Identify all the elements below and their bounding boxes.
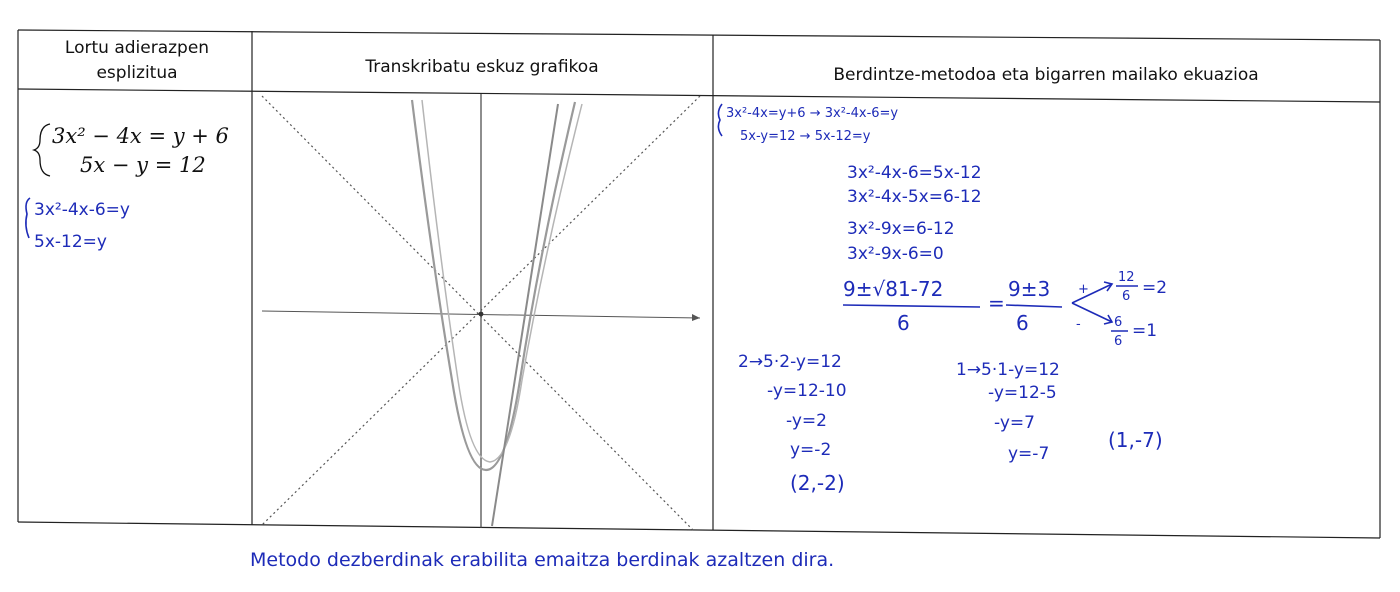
solution-step4: 3x²-9x-6=0	[847, 244, 944, 264]
root1-numerator: 12	[1118, 270, 1135, 285]
right-solution-point: (1,-7)	[1108, 428, 1163, 452]
header-col1-line2: esplizitua	[96, 63, 178, 83]
root2-numerator: 6	[1114, 315, 1123, 330]
quadratic-equals: =	[988, 291, 1005, 315]
system-eq2: 5x − y = 12	[80, 153, 206, 177]
left-sub-line4: y=-2	[790, 440, 832, 460]
right-sub-line4: y=-7	[1008, 444, 1050, 464]
quadratic-numerator-2: 9±3	[1008, 277, 1051, 301]
header-col1-line1: Lortu adierazpen	[64, 38, 210, 58]
root2-denominator: 6	[1114, 334, 1123, 349]
branch-minus: -	[1076, 317, 1081, 332]
hand-drawn-graph	[262, 94, 700, 530]
solution-step2: 3x²-4x-5x=6-12	[847, 187, 982, 207]
table-grid	[18, 30, 1380, 538]
explicit-line2: 5x-12=y	[34, 232, 107, 252]
graph-origin-point	[479, 312, 484, 317]
solution-top-line2: 5x-y=12 → 5x-12=y	[740, 129, 871, 144]
left-sub-line2: -y=12-10	[767, 381, 847, 401]
root1-result: =2	[1142, 278, 1168, 298]
quadratic-numerator-1: 9±√81-72	[843, 277, 944, 301]
explicit-line1: 3x²-4x-6=y	[34, 200, 130, 220]
conclusion-text: Metodo dezberdinak erabilita emaitza berdinak azaltzen dira.	[250, 549, 835, 571]
quadratic-denominator-1: 6	[897, 311, 910, 335]
equation-system	[34, 124, 229, 177]
quadratic-denominator-2: 6	[1016, 311, 1029, 335]
left-sub-line3: -y=2	[786, 411, 827, 431]
branch-plus: +	[1078, 282, 1089, 297]
x-axis-arrow	[692, 314, 700, 321]
left-sub-line1: 2→5·2-y=12	[738, 352, 842, 372]
root1-denominator: 6	[1122, 289, 1131, 304]
right-sub-line1: 1→5·1-y=12	[956, 360, 1060, 380]
solution-step3: 3x²-9x=6-12	[847, 219, 955, 239]
root2-result: =1	[1132, 321, 1158, 341]
right-sub-line3: -y=7	[994, 413, 1035, 433]
solution-work	[718, 104, 1167, 495]
header-col2: Transkribatu eskuz grafikoa	[365, 57, 599, 77]
explicit-expressions	[26, 198, 130, 252]
solution-top-line1: 3x²-4x=y+6 → 3x²-4x-6=y	[726, 106, 899, 121]
header-col3: Berdintze-metodoa eta bigarren mailako ekuazioa	[833, 65, 1259, 85]
left-solution-point: (2,-2)	[790, 471, 845, 495]
system-eq1: 3x² − 4x = y + 6	[52, 124, 229, 148]
solution-step1: 3x²-4x-6=5x-12	[847, 163, 982, 183]
right-sub-line2: -y=12-5	[988, 383, 1057, 403]
